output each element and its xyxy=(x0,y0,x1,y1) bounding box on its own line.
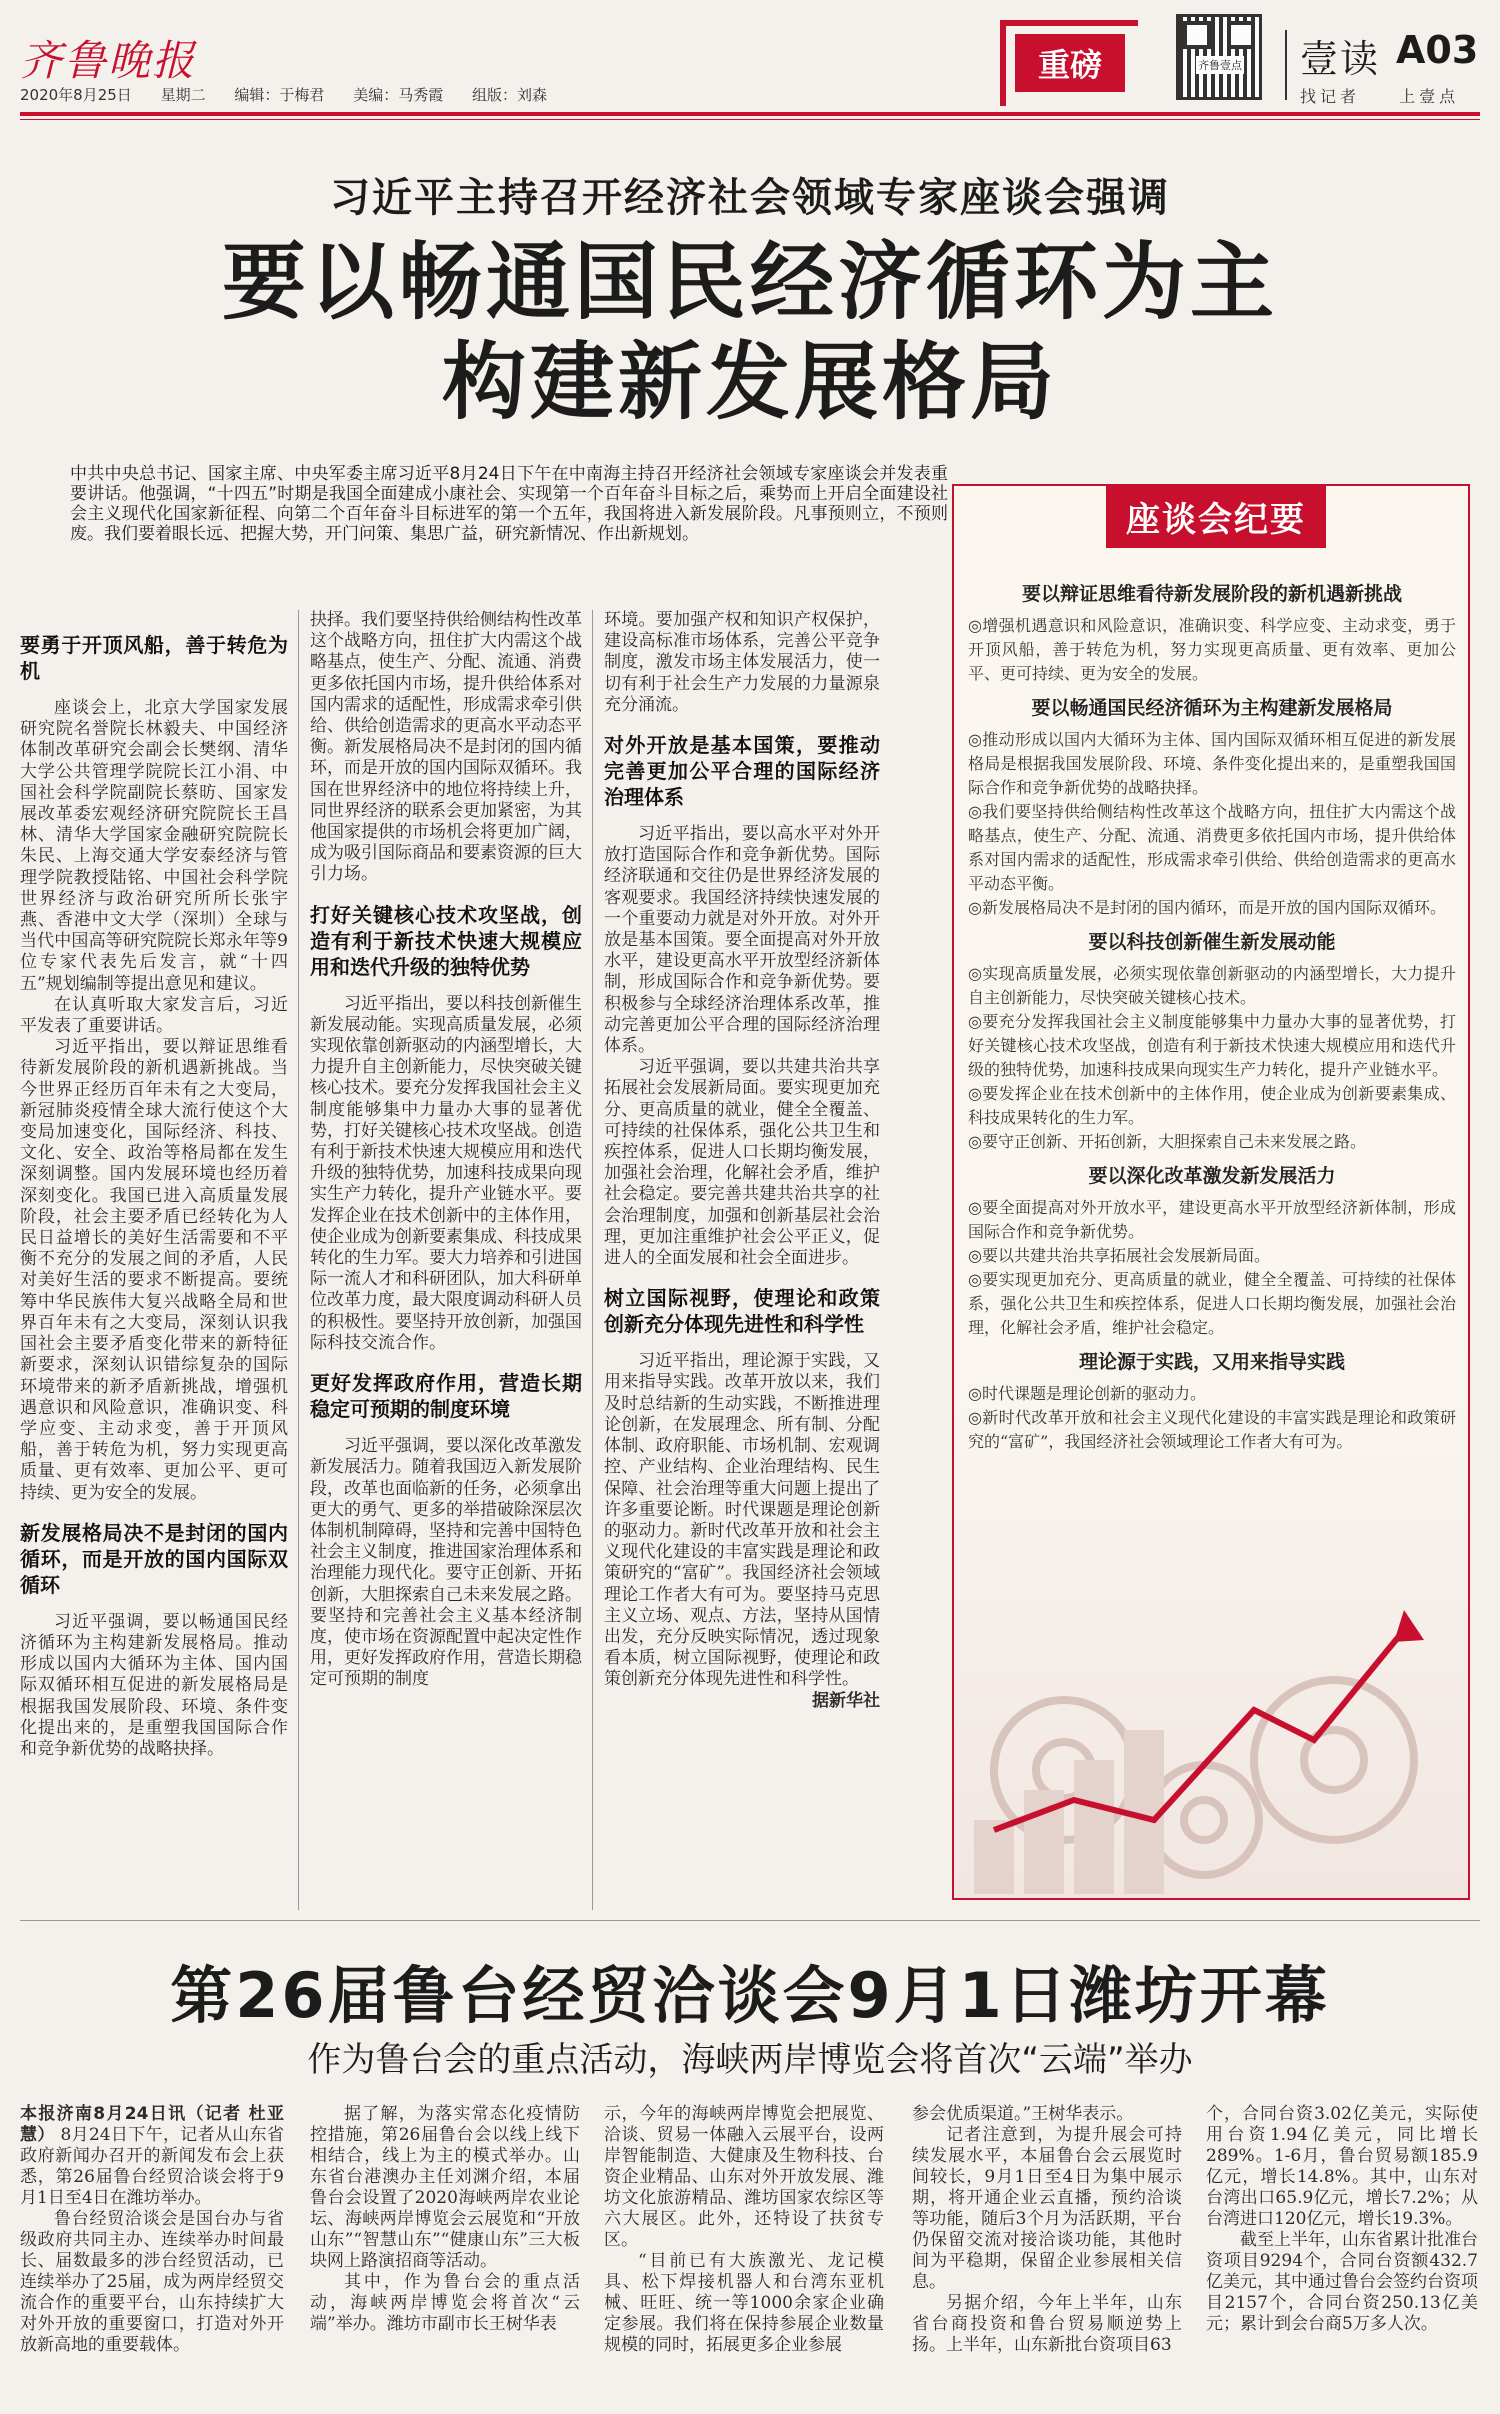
paragraph: 示，今年的海峡两岸博览会把展览、洽谈、贸易一体融入云展平台，设两岸智能制造、大健康及生物科技、台资企业精品、山东对外开放发展、潍坊文化旅游精品、潍坊国家农综区等六大展区。此外，还特设了扶贫专区。 xyxy=(604,2104,884,2250)
column-divider xyxy=(592,610,593,1910)
article2-column-4 xyxy=(912,2104,1182,2404)
sidebar-item: ◎新发展格局决不是封闭的国内循环，而是开放的国内国际双循环。 xyxy=(968,898,1446,917)
paragraph: 截至上半年，山东省累计批准台资项目9294个，合同台资额432.7亿美元，其中通过鲁台会签约台资项目2157个，合同台资250.13亿美元；累计到会台商5万多人次。 xyxy=(1206,2230,1478,2334)
dateline: 本报济南8月24日讯（记者 杜亚慧） xyxy=(20,2104,284,2145)
sidebar-item: ◎新时代改革开放和社会主义现代化建设的丰富实践是理论和政策研究的“富矿”，我国经济社会领域理论工作者大有可为。 xyxy=(968,1408,1456,1451)
sidebar-section-heading: 理论源于实践，又用来指导实践 xyxy=(1078,1351,1345,1373)
paragraph xyxy=(20,2104,284,2209)
paragraph: 在认真听取大家发言后，习近平发表了重要讲话。 xyxy=(20,994,288,1037)
issue-weekday: 星期二 xyxy=(160,86,206,104)
sidebar-item: ◎要以共建共治共享拓展社会发展新局面。 xyxy=(968,1246,1270,1265)
sidebar-item: ◎实现高质量发展，必须实现依靠创新驱动的内涵型增长，大力提升自主创新能力，尽快突破关键核心技术。 xyxy=(968,964,1456,1007)
qr-label: 齐鲁壹点 xyxy=(1196,56,1244,74)
article-column-2 xyxy=(310,610,582,1916)
subheading: 新发展格局决不是封闭的国内循环，而是开放的国内国际双循环 xyxy=(20,1520,288,1597)
article2-column-2 xyxy=(310,2104,580,2404)
section-name: 壹读 xyxy=(1300,37,1381,81)
paragraph: 习近平指出，理论源于实践，又用来指导实践。改革开放以来，我们及时总结新的生动实践，不断推进理论创新，在发展理念、所有制、分配体制、政府职能、市场机制、宏观调控、产业结构、企业治理结构、民生保障、社会治理等重大问题上提出了许多重要论断。时代课题是理论创新的驱动力。新时代改革开放和社会主义现代化建设的丰富实践是理论和政策研究的“富矿”。我国经济社会领域理论工作者大有可为。要坚持马克思主义立场、观点、方法，坚持从国情出发，充分反映实际情况，透过现象看本质，树立国际视野，使理论和政策创新充分体现先进性和科学性。 xyxy=(604,1351,880,1690)
article-headline xyxy=(100,232,1400,432)
paragraph: 个，合同台资3.02亿美元，实际使用台资1.94亿美元，同比增长289%。1-6月，鲁台贸易额185.9亿元，增长14.8%。其中，山东对台湾出口65.9亿元，增长7.2%；从台湾进口120亿元，增长19.3%。 xyxy=(1206,2104,1478,2229)
paragraph: 环境。要加强产权和知识产权保护，建设高标准市场体系，完善公平竞争制度，激发市场主体发展活力，使一切有利于社会生产力发展的力量源泉充分涌流。 xyxy=(604,610,880,715)
article2-column-3 xyxy=(604,2104,884,2404)
sidebar-item: ◎要发挥企业在技术创新中的主体作用，使企业成为创新要素集成、科技成果转化的生力军。 xyxy=(968,1084,1456,1127)
article-kicker: 习近平主持召开经济社会领域专家座谈会强调 xyxy=(330,175,1170,221)
sidebar-section-heading: 要以畅通国民经济循环为主构建新发展格局 xyxy=(1031,697,1393,719)
editor-credit: 编辑：于梅君 xyxy=(234,86,325,104)
paragraph: 据了解，为落实常态化疫情防控措施，第26届鲁台会以线上线下相结合，线上为主的模式举办。山东省台港澳办主任刘渊介绍，本届鲁台会设置了2020海峡两岸农业论坛、海峡两岸博览会云展览和“开放山东”“智慧山东”“健康山东”三大板块网上路演招商等活动。 xyxy=(310,2104,580,2271)
paragraph: 习近平强调，要以共建共治共享拓展社会发展新局面。要实现更加充分、更高质量的就业，健全全覆盖、可持续的社保体系，强化公共卫生和疾控体系，促进人口长期均衡发展，加强社会治理，化解社会矛盾，维护社会稳定。要完善共建共治共享的社会治理制度，加强和创新基层社会治理，更加注重维护社会公平正义，促进人的全面发展和社会全面进步。 xyxy=(604,1057,880,1269)
sidebar-item: ◎推动形成以国内大循环为主体、国内国际双循环相互促进的新发展格局是根据我国发展阶段、环境、条件变化提出来的，是重塑我国国际合作和竞争新优势的战略抉择。 xyxy=(968,730,1456,797)
article-credit: 据新华社 xyxy=(812,1690,880,1711)
sidebar-item: ◎要守正创新、开拓创新，大胆探索自己未来发展之路。 xyxy=(968,1132,1366,1151)
sidebar-item: ◎要充分发挥我国社会主义制度能够集中力量办大事的显著优势，打好关键核心技术攻坚战，创造有利于新技术快速大规模应用和迭代升级的独特优势，加速科技成果向现实生产力转化，提升产业链水平。 xyxy=(968,1012,1456,1079)
paragraph: 其中，作为鲁台会的重点活动，海峡两岸博览会将首次“云端”举办。潍坊市副市长王树华表 xyxy=(310,2272,580,2334)
tagline-left: 找记者 xyxy=(1300,87,1361,106)
gears-illustration xyxy=(954,1570,1466,1894)
sidebar-item: ◎要全面提高对外开放水平，建设更高水平开放型经济新体制，形成国际合作和竞争新优势。 xyxy=(968,1198,1456,1241)
layout-credit: 组版：刘森 xyxy=(471,86,547,104)
header-rule-thin xyxy=(20,119,1480,120)
sidebar-content xyxy=(968,572,1456,1454)
section-rule xyxy=(20,1920,1480,1921)
section-flag: 重磅 xyxy=(1015,34,1125,92)
article-column-3 xyxy=(604,610,880,1916)
sidebar-item: ◎时代课题是理论创新的驱动力。 xyxy=(968,1384,1206,1403)
paragraph: 鲁台经贸洽谈会是国台办与省级政府共同主办、连续举办时间最长、届数最多的涉台经贸活动，已连续举办了25届，成为两岸经贸交流合作的重要平台，山东持续扩大对外开放的重要窗口，打造对外开放新高地的重要载体。 xyxy=(20,2209,284,2355)
paragraph: 习近平强调，要以畅通国民经济循环为主构建新发展格局。推动形成以国内大循环为主体、国内国际双循环相互促进的新发展格局是根据我国发展阶段、环境、条件变化提出来的，是重塑我国国际合作和竞争新优势的战略抉择。 xyxy=(20,1611,288,1759)
paragraph: 抉择。我们要坚持供给侧结构性改革这个战略方向，扭住扩大内需这个战略基点，使生产、分配、流通、消费更多依托国内市场，提升供给体系对国内需求的适配性，形成需求牵引供给、供给创造需求的更高水平动态平衡。新发展格局决不是封闭的国内循环，而是开放的国内国际双循环。我国在世界经济中的地位将持续上升，同世界经济的联系会更加紧密，为其他国家提供的市场机会将更加广阔，成为吸引国际商品和要素资源的巨大引力场。 xyxy=(310,610,582,885)
paragraph: 参会优质渠道。”王树华表示。 xyxy=(912,2104,1134,2124)
paragraph: 另据介绍，今年上半年，山东省台商投资和鲁台贸易顺逆势上扬。上半年，山东新批台资项目63 xyxy=(912,2293,1182,2355)
column-divider xyxy=(298,610,299,1910)
paragraph: “目前已有大族激光、龙记模具、松下焊接机器人和台湾东亚机械、旺旺、统一等1000余家企业确定参展。我们将在保持参展企业数量规模的同时，拓展更多企业参展 xyxy=(604,2251,884,2355)
tagline-right: 上壹点 xyxy=(1399,87,1460,106)
sidebar-section-heading: 要以科技创新催生新发展动能 xyxy=(1088,931,1336,953)
header-divider xyxy=(1285,30,1287,100)
article-column-1 xyxy=(20,616,288,1916)
paragraph: 记者注意到，为提升展会可持续发展水平，本届鲁台会云展览时间较长，9月1日至4日为集中展示期，将开通企业云直播，预约洽谈等功能，随后3个月为活跃期，平台仍保留交流对接洽谈功能，其他时间为平稳期，保留企业参展相关信息。 xyxy=(912,2125,1182,2292)
article2-headline: 第26届鲁台经贸洽谈会9月1日潍坊开幕 xyxy=(170,1959,1330,2032)
sidebar-item: ◎要实现更加充分、更高质量的就业，健全全覆盖、可持续的社保体系，强化公共卫生和疾控体系，促进人口长期均衡发展，加强社会治理，化解社会矛盾，维护社会稳定。 xyxy=(968,1270,1456,1337)
article2-subheadline: 作为鲁台会的重点活动，海峡两岸博览会将首次“云端”举办 xyxy=(307,2040,1193,2080)
subheading: 更好发挥政府作用，营造长期稳定可预期的制度环境 xyxy=(310,1371,582,1422)
headline-line-1: 要以畅通国民经济循环为主 xyxy=(221,233,1278,331)
sidebar-item: ◎增强机遇意识和风险意识，准确识变、科学应变、主动求变，勇于开顶风船，善于转危为机，努力实现更高质量、更有效率、更加公平、更可持续、更为安全的发展。 xyxy=(968,616,1456,683)
sidebar-section-heading: 要以深化改革激发新发展活力 xyxy=(1088,1165,1336,1187)
paragraph: 习近平强调，要以深化改革激发新发展活力。随着我国迈入新发展阶段，改革也面临新的任务，必须拿出更大的勇气、更多的举措破除深层次体制机制障碍，坚持和完善中国特色社会主义制度，推进国家治理体系和治理能力现代化。要守正创新、开拓创新，大胆探索自己未来发展之路。要坚持和完善社会主义基本经济制度，使市场在资源配置中起决定性作用，更好发挥政府作用，营造长期稳定可预期的制度 xyxy=(310,1436,582,1690)
headline-line-2: 构建新发展格局 xyxy=(441,333,1058,431)
paragraph: 习近平指出，要以辩证思维看待新发展阶段的新机遇新挑战。当今世界正经历百年未有之大变局，新冠肺炎疫情全球大流行使这个大变局加速变化，国际经济、科技、文化、安全、政治等格局都在发生深刻调整。国内发展环境也经历着深刻变化。我国已进入高质量发展阶段，社会主要矛盾已经转化为人民日益增长的美好生活需要和不平衡不充分的发展之间的矛盾，人民对美好生活的要求不断提高。要统筹中华民族伟大复兴战略全局和世界百年未有之大变局，深刻认识我国社会主要矛盾变化带来的新特征新要求，深刻认识错综复杂的国际环境带来的新矛盾新挑战，增强机遇意识和风险意识，准确识变、科学应变、主动求变，善于开顶风船，善于转危为机，努力实现更高质量、更有效率、更加公平、更可持续、更为安全的发展。 xyxy=(20,1037,288,1503)
tagline xyxy=(1300,84,1489,107)
paragraph: 习近平指出，要以高水平对外开放打造国际合作和竞争新优势。国际经济联通和交往仍是世界经济发展的客观要求。我国经济持续快速发展的一个重要动力就是对外开放。对外开放是基本国策。要全面提高对外开放水平，建设更高水平开放型经济新体制，形成国际合作和竞争新优势。要积极参与全球经济治理体系改革，推动完善更加公平合理的国际经济治理体系。 xyxy=(604,824,880,1057)
page-number: A03 xyxy=(1396,28,1479,72)
paragraph: 座谈会上，北京大学国家发展研究院名誉院长林毅夫、中国经济体制改革研究会副会长樊纲、清华大学公共管理学院院长江小涓、中国社会科学院副院长蔡昉、国家发展改革委宏观经济研究院院长王昌林、清华大学国家金融研究院院长朱民、上海交通大学安泰经济与管理学院教授陆铭、中国社会科学院世界经济与政治研究所所长张宇燕、香港中文大学（深圳）全球与当代中国高等研究院院长郑永年等9位专家代表先后发言，就“十四五”规划编制等提出意见和建议。 xyxy=(20,698,288,994)
article-lead: 中共中央总书记、国家主席、中央军委主席习近平8月24日下午在中南海主持召开经济社会领域专家座谈会并发表重要讲话。他强调，“十四五”时期是我国全面建成小康社会、实现第一个百年奋斗目标之后，乘势而上开启全面建设社会主义现代化国家新征程、向第二个百年奋斗目标进军的第一个五年，我国将进入新发展阶段。凡事预则立，不预则废。我们要着眼长远、把握大势，开门问策、集思广益，研究新情况、作出新规划。 xyxy=(70,464,948,544)
paragraph-text: 8月24日下午，记者从山东省政府新闻办召开的新闻发布会上获悉，第26届鲁台经贸洽谈会将于9月1日至4日在潍坊举办。 xyxy=(20,2125,284,2208)
designer-credit: 美编：马秀霞 xyxy=(353,86,444,104)
sidebar-item: ◎我们要坚持供给侧结构性改革这个战略方向，扭住扩大内需这个战略基点，使生产、分配、流通、消费更多依托国内市场，提升供给体系对国内需求的适配性，形成需求牵引供给、供给创造需求的更高水平动态平衡。 xyxy=(968,802,1456,893)
subheading: 要勇于开顶风船，善于转危为机 xyxy=(20,633,288,683)
article2-column-5 xyxy=(1206,2104,1478,2404)
sidebar-title: 座谈会纪要 xyxy=(1106,484,1326,548)
article2-column-1 xyxy=(20,2104,284,2404)
issue-date: 2020年8月25日 xyxy=(20,86,132,104)
newspaper-logo: 齐鲁晚报 xyxy=(20,36,197,85)
paragraph: 习近平指出，要以科技创新催生新发展动能。实现高质量发展，必须实现依靠创新驱动的内涵型增长，大力提升自主创新能力，尽快突破关键核心技术。要充分发挥我国社会主义制度能够集中力量办大事的显著优势，打好关键核心技术攻坚战。创造有利于新技术快速大规模应用和迭代升级的独特优势，加速科技成果向现实生产力转化，提升产业链水平。要发挥企业在技术创新中的主体作用，使企业成为创新要素集成、科技成果转化的生力军。要大力培养和引进国际一流人才和科研团队，加大科研单位改革力度，最大限度调动科研人员的积极性。要坚持开放创新，加强国际科技交流合作。 xyxy=(310,993,582,1353)
subheading: 对外开放是基本国策，要推动完善更加公平合理的国际经济治理体系 xyxy=(604,733,880,810)
subheading: 打好关键核心技术攻坚战，创造有利于新技术快速大规模应用和迭代升级的独特优势 xyxy=(310,902,582,979)
subheading: 树立国际视野，使理论和政策创新充分体现先进性和科学性 xyxy=(604,1286,880,1337)
issue-meta xyxy=(20,84,571,105)
sidebar-section-heading: 要以辩证思维看待新发展阶段的新机遇新挑战 xyxy=(1021,583,1402,605)
header-rule xyxy=(20,112,1480,116)
